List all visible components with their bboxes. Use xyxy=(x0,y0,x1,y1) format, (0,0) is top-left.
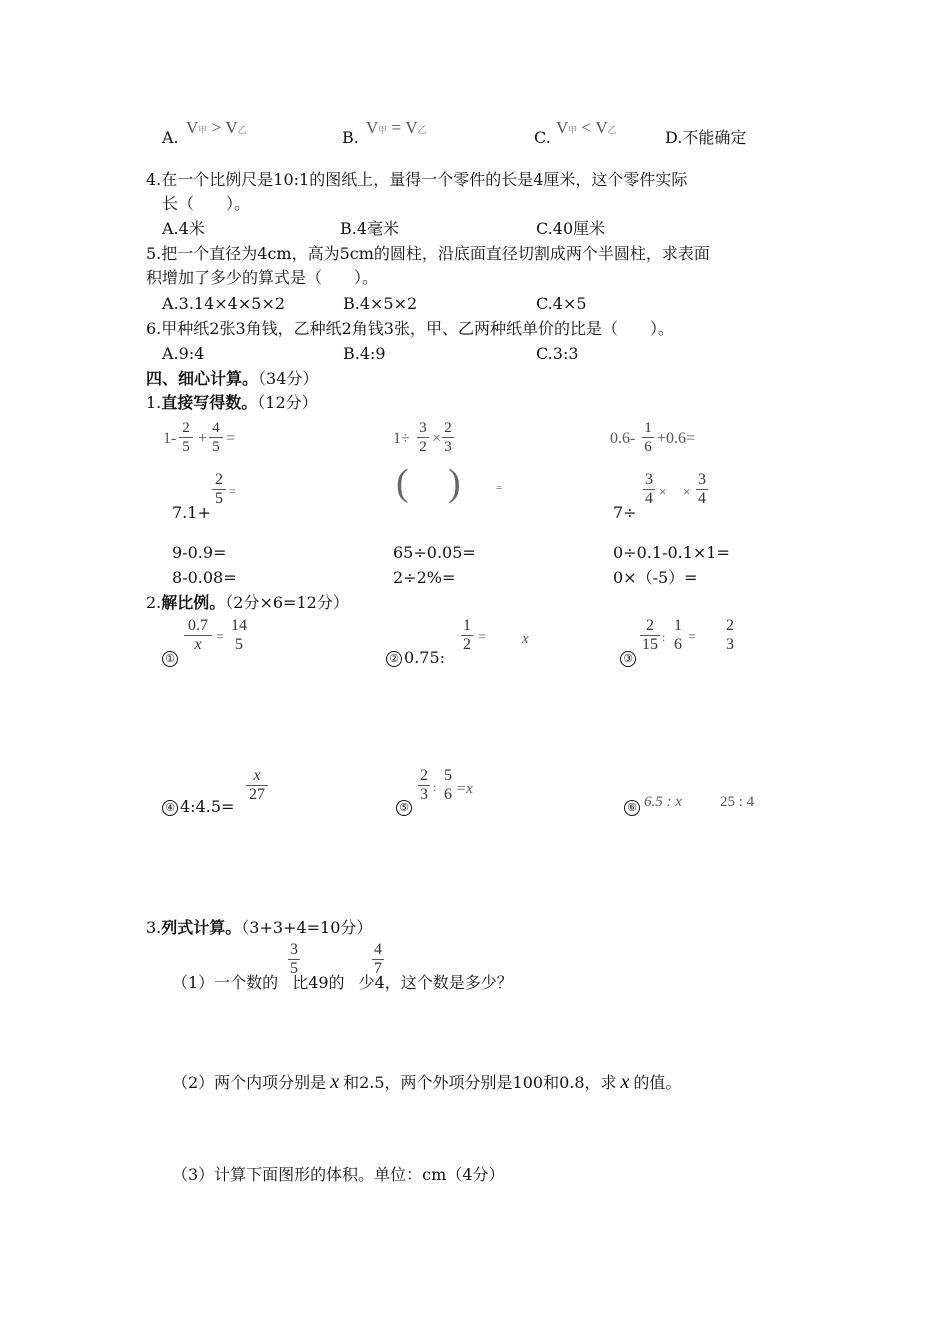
q4-line1: 4.在一个比例尺是10:1的图纸上，量得一个零件的长是4厘米，这个零件实际 xyxy=(146,170,688,189)
proportion-3-frac3: 2 3 xyxy=(726,617,734,653)
q6-option-b: B.4:9 xyxy=(343,344,386,363)
proportion-4-marker: ④ 4:4.5= xyxy=(162,797,234,816)
calc-r2c2-right-paren: ) xyxy=(448,462,461,504)
proportion-2-marker: ② 0.75: xyxy=(386,648,445,667)
calc-r1c2-pre: 1÷ xyxy=(393,430,410,447)
calc-r2c1-frac: 2 5 xyxy=(212,472,226,507)
part2-heading: 2.解比例。（2分×6=12分） xyxy=(146,593,349,612)
q5-option-b: B.4×5×2 xyxy=(343,294,418,313)
calc-r2c1-pre: 7.1+ xyxy=(172,503,211,522)
word-problem-1: （1）一个数的 比49的 少4，这个数是多少？ xyxy=(172,973,513,992)
section4-score: （34分） xyxy=(258,369,319,388)
proportion-1-frac-left: 0.7 x xyxy=(184,618,212,653)
q4-option-b: B.4毫米 xyxy=(340,219,400,238)
proportion-3-marker: ③ xyxy=(620,648,638,667)
word-problem-1-frac1: 3 5 xyxy=(290,941,298,977)
proportion-1-eq: = xyxy=(216,630,224,645)
proportion-6-right: 25 : 4 xyxy=(720,794,755,810)
calc-r4c1: 8-0.08= xyxy=(172,568,237,587)
part3-title: 列式计算。 xyxy=(161,918,242,937)
option-d: D.不能确定 xyxy=(665,128,747,147)
calc-r1c1-pre: 1- xyxy=(163,430,177,447)
calc-r2c3-op1: × xyxy=(659,484,667,499)
proportion-5-post: =x xyxy=(456,781,473,797)
calc-r1c1-op: + xyxy=(198,430,208,447)
calc-r1c1-frac2: 4 5 xyxy=(209,420,223,455)
q5-line2: 积增加了多少的算式是（ ）。 xyxy=(146,268,379,287)
option-b-expression: V甲 = V乙 xyxy=(366,118,427,137)
calc-r1c3-frac: 1 6 xyxy=(642,420,654,455)
proportion-2-eq: = xyxy=(478,630,486,645)
calc-r3c3: 0÷0.1-0.1×1= xyxy=(613,543,730,562)
q4-option-a: A.4米 xyxy=(162,219,205,238)
q5-option-c: C.4×5 xyxy=(536,294,587,313)
calc-r2c1-eq: = xyxy=(229,484,236,498)
proportion-3-frac1: 2 15 xyxy=(642,617,658,653)
calc-r1c3-pre: 0.6- xyxy=(610,430,636,447)
calc-r2c2-eq: = xyxy=(496,482,503,494)
proportion-1-marker: ① xyxy=(162,648,180,667)
calc-r1c2-frac1: 3 2 xyxy=(417,420,429,455)
calc-r2c3-frac1: 3 4 xyxy=(645,471,653,507)
option-c: C. xyxy=(534,128,551,147)
part2-title: 解比例。 xyxy=(161,593,226,612)
calc-r3c2: 65÷0.05= xyxy=(393,543,476,562)
option-c-expression: V甲 < V乙 xyxy=(556,118,617,137)
calc-r4c3: 0×（-5）= xyxy=(613,568,698,587)
proportion-3-frac2: 1 6 xyxy=(674,617,682,653)
proportion-5-marker: ⑤ xyxy=(396,797,414,816)
calc-r4c2: 2÷2%= xyxy=(393,568,456,587)
word-problem-1-frac2: 4 7 xyxy=(374,941,382,977)
option-a-expression: V甲 > V乙 xyxy=(186,118,247,137)
calc-r2c2-left-paren: ( xyxy=(396,462,409,504)
proportion-5-frac1: 2 3 xyxy=(420,767,428,803)
q6-option-c: C.3:3 xyxy=(536,344,579,363)
calc-r2c3-op2: × xyxy=(683,484,691,499)
calc-r1c2-frac2: 2 3 xyxy=(442,420,454,455)
calc-r3c1: 9-0.9= xyxy=(172,543,227,562)
part1-score: （12分） xyxy=(257,393,318,412)
part1-heading: 1.直接写得数。（12分） xyxy=(146,393,318,412)
proportion-3-eq: = xyxy=(688,630,696,645)
part1-title: 直接写得数。 xyxy=(161,393,258,412)
proportion-6-left: 6.5 : x xyxy=(644,794,682,810)
q5-line1: 5.把一个直径为4cm，高为5cm的圆柱，沿底面直径切割成两个半圆柱，求表面 xyxy=(146,244,710,263)
word-problem-2: （2）两个内项分别是 x 和2.5，两个外项分别是100和0.8，求 x 的值。 xyxy=(172,1071,682,1093)
proportion-3-colon: : xyxy=(662,630,666,644)
word-problem-3: （3）计算下面图形的体积。单位：cm（4分） xyxy=(172,1165,505,1184)
proportion-4-frac: x 27 xyxy=(246,768,268,803)
calc-r1c1-frac1: 2 5 xyxy=(179,420,193,455)
part2-score: （2分×6=12分） xyxy=(225,593,349,612)
proportion-1-frac-right: 14 5 xyxy=(231,617,247,653)
section4-title: 四、细心计算。 xyxy=(146,369,259,388)
part3-heading: 3.列式计算。（3+3+4=10分） xyxy=(146,918,373,937)
section4-heading xyxy=(146,369,318,388)
q6-option-a: A.9:4 xyxy=(162,344,205,363)
proportion-5-frac2: 5 6 xyxy=(444,767,452,803)
calc-r1c3-post: +0.6= xyxy=(657,430,696,447)
proportion-5-colon: : xyxy=(433,780,437,794)
part3-score: （3+3+4=10分） xyxy=(241,918,373,937)
q6-line1: 6.甲种纸2张3角钱，乙种纸2角钱3张，甲、乙两种纸单价的比是（ ）。 xyxy=(146,319,674,338)
option-b: B. xyxy=(342,128,359,147)
q5-option-a: A.3.14×4×5×2 xyxy=(162,294,286,313)
proportion-2-var: x xyxy=(522,631,529,647)
option-a: A. xyxy=(162,128,179,147)
proportion-2-frac: 1 2 xyxy=(463,617,471,653)
q4-option-c: C.40厘米 xyxy=(536,219,606,238)
calc-r1c1-eq: = xyxy=(226,430,236,447)
calc-r2c3-pre: 7÷ xyxy=(613,503,637,522)
calc-r1c2-op: × xyxy=(432,430,442,447)
proportion-6-marker: ⑥ xyxy=(624,797,642,816)
calc-r2c3-frac2: 3 4 xyxy=(698,471,706,507)
q4-line2: 长（ ）。 xyxy=(162,194,251,213)
